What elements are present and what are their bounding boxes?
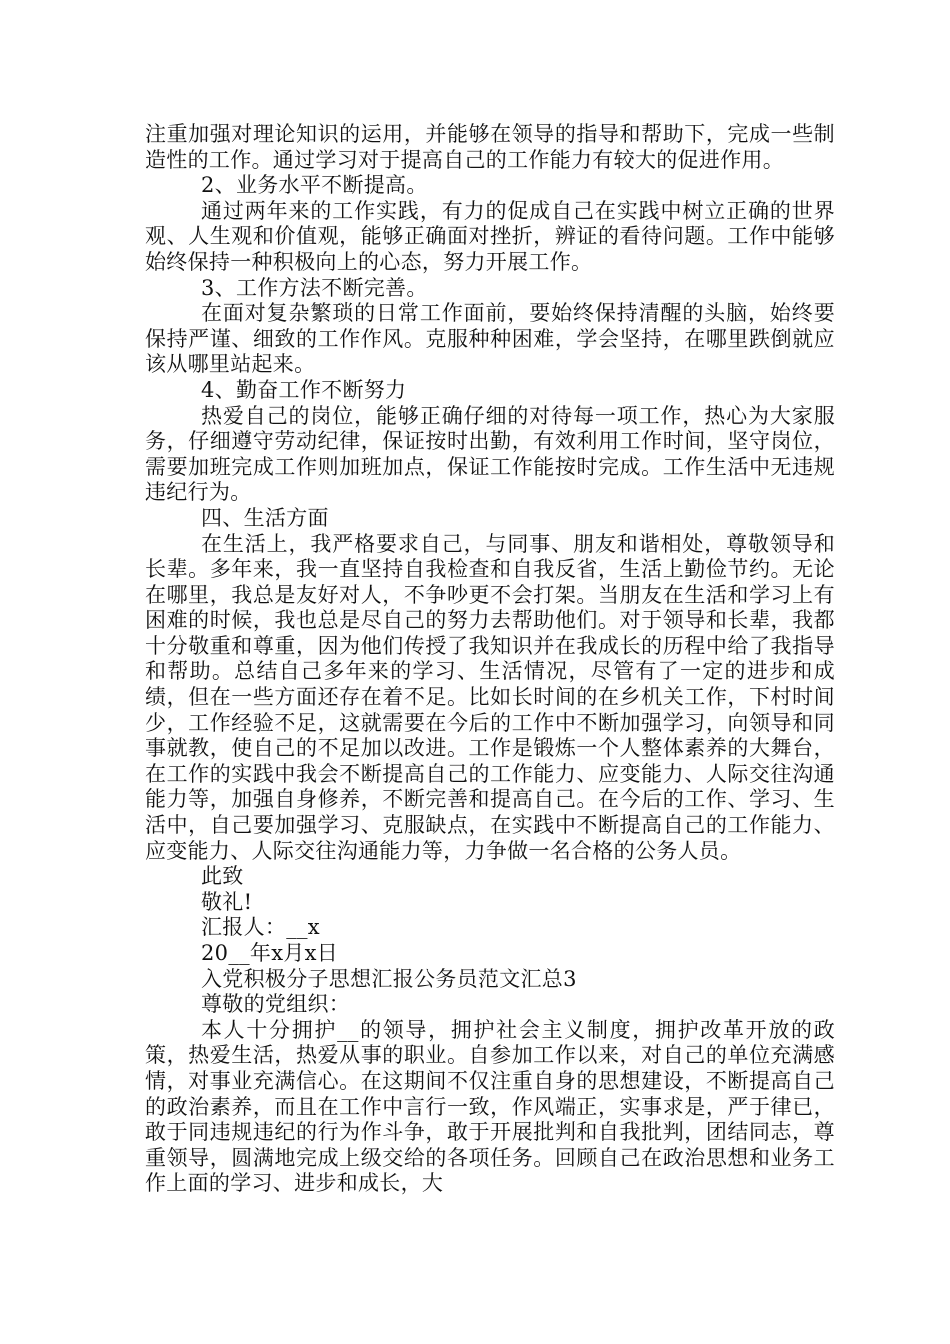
paragraph-life-aspect: 在生活上，我严格要求自己，与同事、朋友和谐相处，尊敬领导和长辈。多年来，我一直坚持自我检查和自我反省，生活上勤俭节约。无论在哪里，我总是友好对人，不争吵更不会打架。当朋友在生活和学习上有困难的时候，我也总是尽自己的努力去帮助他们。对于领导和长辈，我都十分敬重和尊重，因为他们传授了我知识并在我成长的历程中给了我指导和帮助。总结自己多年来的学习、生活情况，尽管有了一定的进步和成绩，但在一些方面还存在着不足。比如长时间的在乡机关工作，下村时间少，工作经验不足，这就需要在今后的工作中不断加强学习，向领导和同事就教，使自己的不足加以改进。工作是锻炼一个人整体素养的大舞台，在工作的实践中我会不断提高自己的工作能力、应变能力、人际交往沟通能力等，加强自身修养，不断完善和提高自己。在今后的工作、学习、生活中，自己要加强学习、克服缺点，在实践中不断提高自己的工作能力、应变能力、人际交往沟通能力等，力争做一名合格的公务人员。 bbox=[145, 531, 835, 863]
paragraph-work-practice: 通过两年来的工作实践，有力的促成自己在实践中树立正确的世界观、人生观和价值观，能够正确面对挫折，辨证的看待问题。工作中能够始终保持一种积极向上的心态，努力开展工作。 bbox=[145, 198, 835, 274]
closing-salutation: 此致 bbox=[201, 864, 244, 889]
section-title: 入党积极分子思想汇报公务员范文汇总3 bbox=[201, 966, 577, 991]
paragraph-diligent-work: 热爱自己的岗位，能够正确仔细的对待每一项工作，热心为大家服务，仔细遵守劳动纪律，保证按时出勤，有效利用工作时间，坚守岗位，需要加班完成工作则加班加点，保证工作能按时完成。工作生活中无违规违纪行为。 bbox=[145, 403, 835, 505]
heading-diligent-work: 4、勤奋工作不断努力 bbox=[201, 377, 407, 402]
heading-business-level: 2、业务水平不断提高。 bbox=[201, 173, 428, 198]
reporter-name: 汇报人：__x bbox=[201, 915, 320, 940]
document-body bbox=[145, 122, 835, 1197]
paragraph-support-party: 本人十分拥护__的领导，拥护社会主义制度，拥护改革开放的政策，热爱生活，热爱从事的职业。自参加工作以来，对自己的单位充满感情，对事业充满信心。在这期间不仅注重自身的思想建设，不断提高自己的政治素养，而且在工作中言行一致，作风端正，实事求是，严于律已，敢于同违规违纪的行为作斗争，敢于开展批判和自我批判，团结同志，尊重领导，圆满地完成上级交给的各项任务。回顾自己在政治思想和业务工作上面的学习、进步和成长，大 bbox=[145, 1017, 835, 1196]
paragraph-work-method: 在面对复杂繁琐的日常工作面前，要始终保持清醒的头脑，始终要保持严谨、细致的工作作风。克服种种困难，学会坚持，在哪里跌倒就应该从哪里站起来。 bbox=[145, 301, 835, 377]
closing-regards: 敬礼! bbox=[201, 889, 253, 914]
heading-work-method: 3、工作方法不断完善。 bbox=[201, 275, 428, 300]
greeting: 尊敬的党组织： bbox=[201, 992, 351, 1017]
report-date: 20__年x月x日 bbox=[201, 941, 339, 965]
heading-life-aspect: 四、生活方面 bbox=[201, 505, 329, 530]
paragraph-theory-application: 注重加强对理论知识的运用，并能够在领导的指导和帮助下，完成一些制造性的工作。通过学习对于提高自己的工作能力有较大的促进作用。 bbox=[145, 122, 835, 172]
